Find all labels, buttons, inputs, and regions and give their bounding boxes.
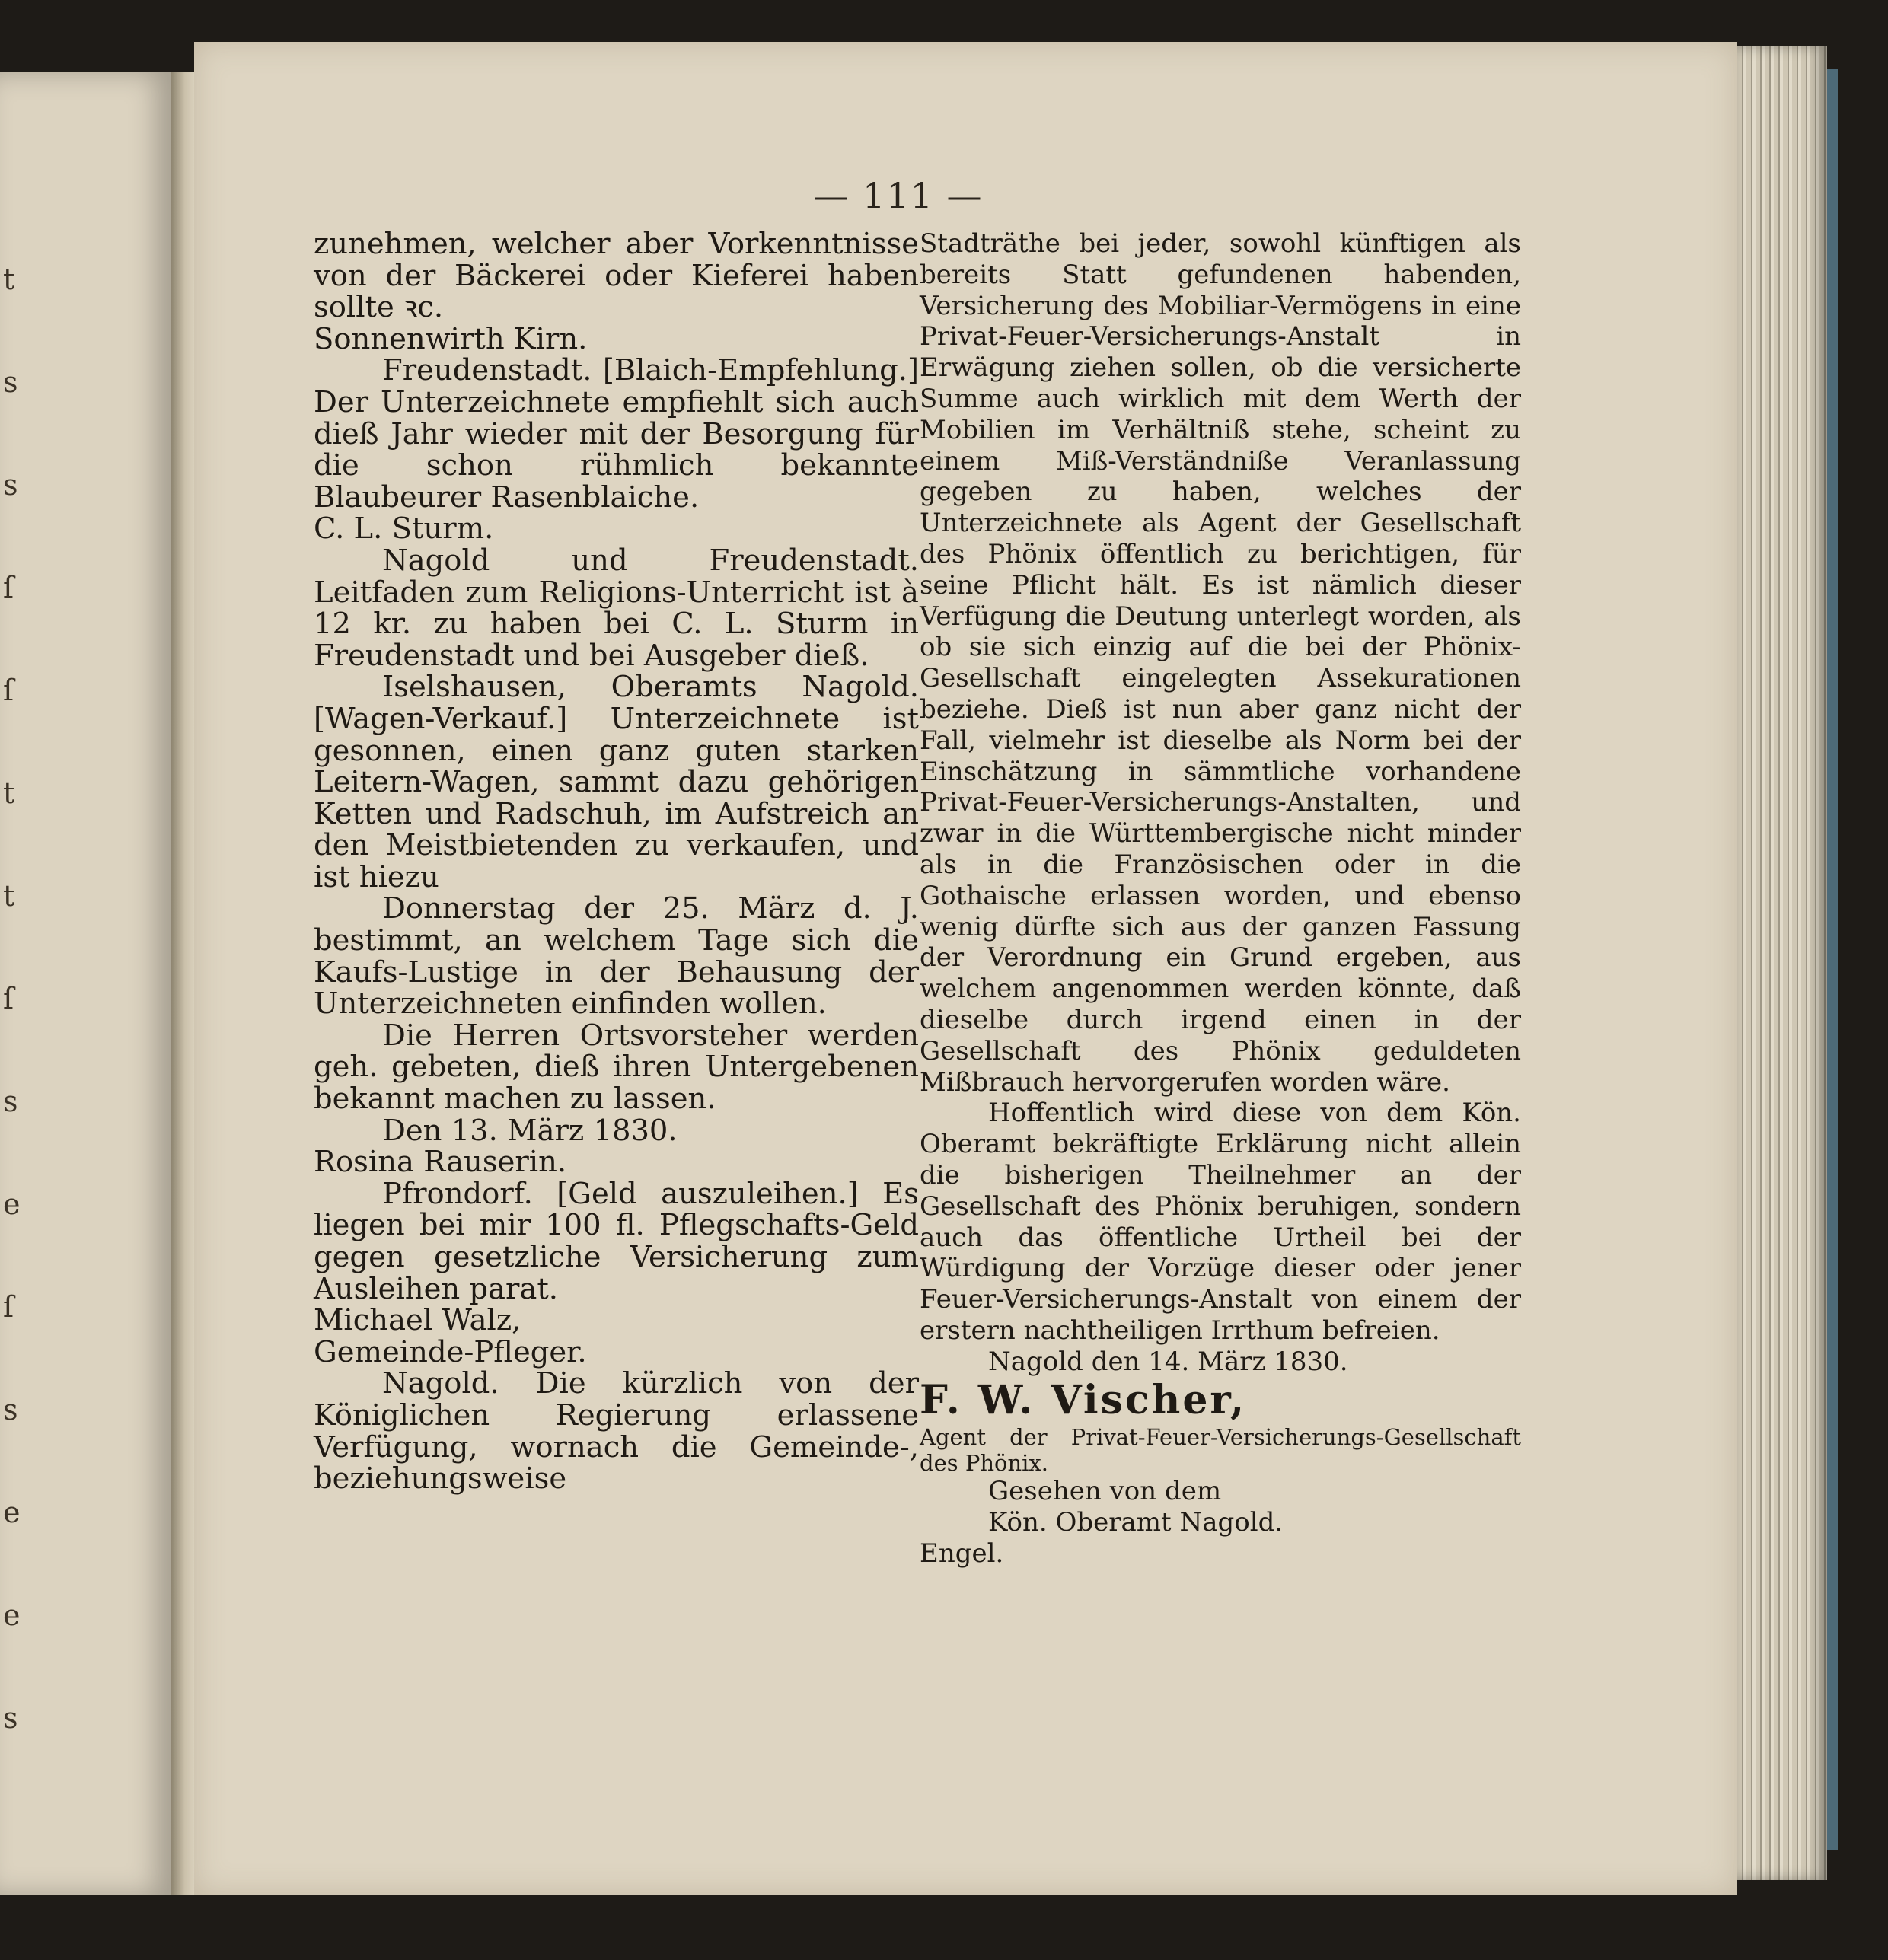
right-column: [920, 228, 1521, 1570]
left-column-paragraph: Rosina Rauserin.: [314, 1145, 567, 1180]
edge-glyph: s: [3, 468, 18, 502]
edge-glyph: ſ: [3, 1290, 14, 1324]
right-column-paragraph: Agent der Privat-Feuer-Versicherungs-Gesellschaft des Phönix.: [920, 1424, 1521, 1477]
left-column: [314, 228, 919, 1495]
right-column-paragraph: Hoffentlich wird diese von dem Kön. Oberamt bekräftigte Erklärung nicht allein die bisherigen Theilnehmer an der Gesellschaft des Phönix beruhigen, sondern auch das öffentliche Urtheil bei der Würdigung der Vorzüge dieser oder jener Feuer-Versicherungs-Anstalt von einem der erstern nachtheiligen Irrthum befreien.: [920, 1098, 1521, 1346]
left-column-paragraph: Nagold und Freudenstadt. Leitfaden zum Religions-Unterricht ist à 12 kr. zu haben bei C. L. Sturm in Freudenstadt und bei Ausgeber dieß.: [314, 543, 919, 673]
edge-glyph: s: [3, 365, 18, 399]
left-column-paragraph: Gemeinde-Pfleger.: [314, 1334, 587, 1369]
edge-glyph: e: [3, 1496, 21, 1529]
book-gutter: [171, 72, 194, 1895]
right-column-paragraph: F. W. Vischer,: [920, 1377, 1247, 1424]
right-column-paragraph: Stadträthe bei jeder, sowohl künftigen als bereits Statt gefundenen habenden, Versicherung des Mobiliar-Vermögens in eine Privat-Feuer-Versicherungs-Anstalt in Erwägung ziehen sollen, ob die versicherte Summe auch wirklich mit dem Werth der Mobilien im Verhältniß stehe, scheint zu einem Miß-Verständniße Veranlassung gegeben zu haben, welches der Unterzeichnete als Agent der Gesellschaft des Phönix öffentlich zu berichtigen, für seine Pflicht hält. Es ist nämlich dieser Verfügung die Deutung unterlegt worden, als ob sie sich einzig auf die bei der Phönix-Gesellschaft eingelegten Assekurationen beziehe. Dieß ist nun aber ganz nicht der Fall, vielmehr ist dieselbe als Norm bei der Einschätzung in sämmtliche vorhandene Privat-Feuer-Versicherungs-Anstalten, und zwar in die Württembergische nicht minder als in die Französischen oder in die Gothaische erlassen worden, und ebenso wenig dürfte sich aus der ganzen Fassung der Verordnung ein Grund ergeben, aus welchem angenommen werden könnte, daß dieselbe durch irgend einen in der Gesellschaft des Phönix geduldeten Mißbrauch hervorgerufen worden wäre.: [920, 228, 1521, 1098]
edge-glyph: ſ: [3, 571, 14, 604]
edge-glyph: s: [3, 1085, 18, 1118]
right-column-paragraph: Engel.: [920, 1538, 1004, 1570]
left-column-paragraph: Freudenstadt. [Blaich-Empfehlung.] Der Unterzeichnete empfiehlt sich auch dieß Jahr wieder mit der Besorgung für die schon rühmlich bekannte Blaubeurer Rasenblaiche.: [314, 353, 919, 515]
edge-glyph: ſ: [3, 674, 14, 707]
page-edges: [1737, 46, 1827, 1880]
right-column-paragraph: Kön. Oberamt Nagold.: [988, 1507, 1284, 1538]
edge-glyph: s: [3, 1701, 18, 1735]
left-column-paragraph: zunehmen, welcher aber Vorkenntnisse von der Bäckerei oder Kieferei haben sollte ꝛc.: [314, 227, 919, 325]
page-number: — 111 —: [813, 175, 984, 216]
edge-glyph: t: [3, 776, 15, 810]
left-column-paragraph: Nagold. Die kürzlich von der Königlichen Regierung erlassene Verfügung, wornach die Gemeinde-, beziehungsweise: [314, 1366, 919, 1496]
left-column-paragraph: Pfrondorf. [Geld auszuleihen.] Es liegen bei mir 100 fl. Pflegschafts-Geld gegen gesetzliche Versicherung zum Ausleihen parat.: [314, 1176, 919, 1306]
edge-glyph: t: [3, 879, 15, 913]
left-column-paragraph: Die Herren Ortsvorsteher werden geh. gebeten, dieß ihren Untergebenen bekannt machen zu lassen.: [314, 1018, 919, 1117]
left-column-paragraph: C. L. Sturm.: [314, 512, 494, 547]
edge-glyph: ſ: [3, 982, 14, 1015]
left-page-edge: [0, 72, 171, 1895]
edge-glyph: s: [3, 1393, 18, 1426]
right-column-paragraph: Gesehen von dem: [988, 1476, 1222, 1507]
left-column-paragraph: Den 13. März 1830.: [382, 1113, 678, 1148]
left-column-paragraph: Michael Walz,: [314, 1303, 521, 1338]
right-column-paragraph: Nagold den 14. März 1830.: [988, 1346, 1348, 1377]
edge-glyph: e: [3, 1187, 21, 1221]
cover-edge: [1827, 69, 1838, 1850]
left-column-paragraph: Iselshausen, Oberamts Nagold. [Wagen-Verkauf.] Unterzeichnete ist gesonnen, einen ganz guten starken Leitern-Wagen, sammt dazu gehörigen Ketten und Radschuh, im Aufstreich an den Meistbietenden zu verkaufen, und ist hiezu: [314, 670, 919, 894]
edge-glyph: e: [3, 1598, 21, 1632]
left-column-paragraph: Donnerstag der 25. März d. J. bestimmt, an welchem Tage sich die Kaufs-Lustige in der Behausung der Unterzeichneten einfinden wollen.: [314, 891, 919, 1021]
edge-glyph: t: [3, 263, 15, 296]
left-column-paragraph: Sonnenwirth Kirn.: [314, 321, 588, 356]
